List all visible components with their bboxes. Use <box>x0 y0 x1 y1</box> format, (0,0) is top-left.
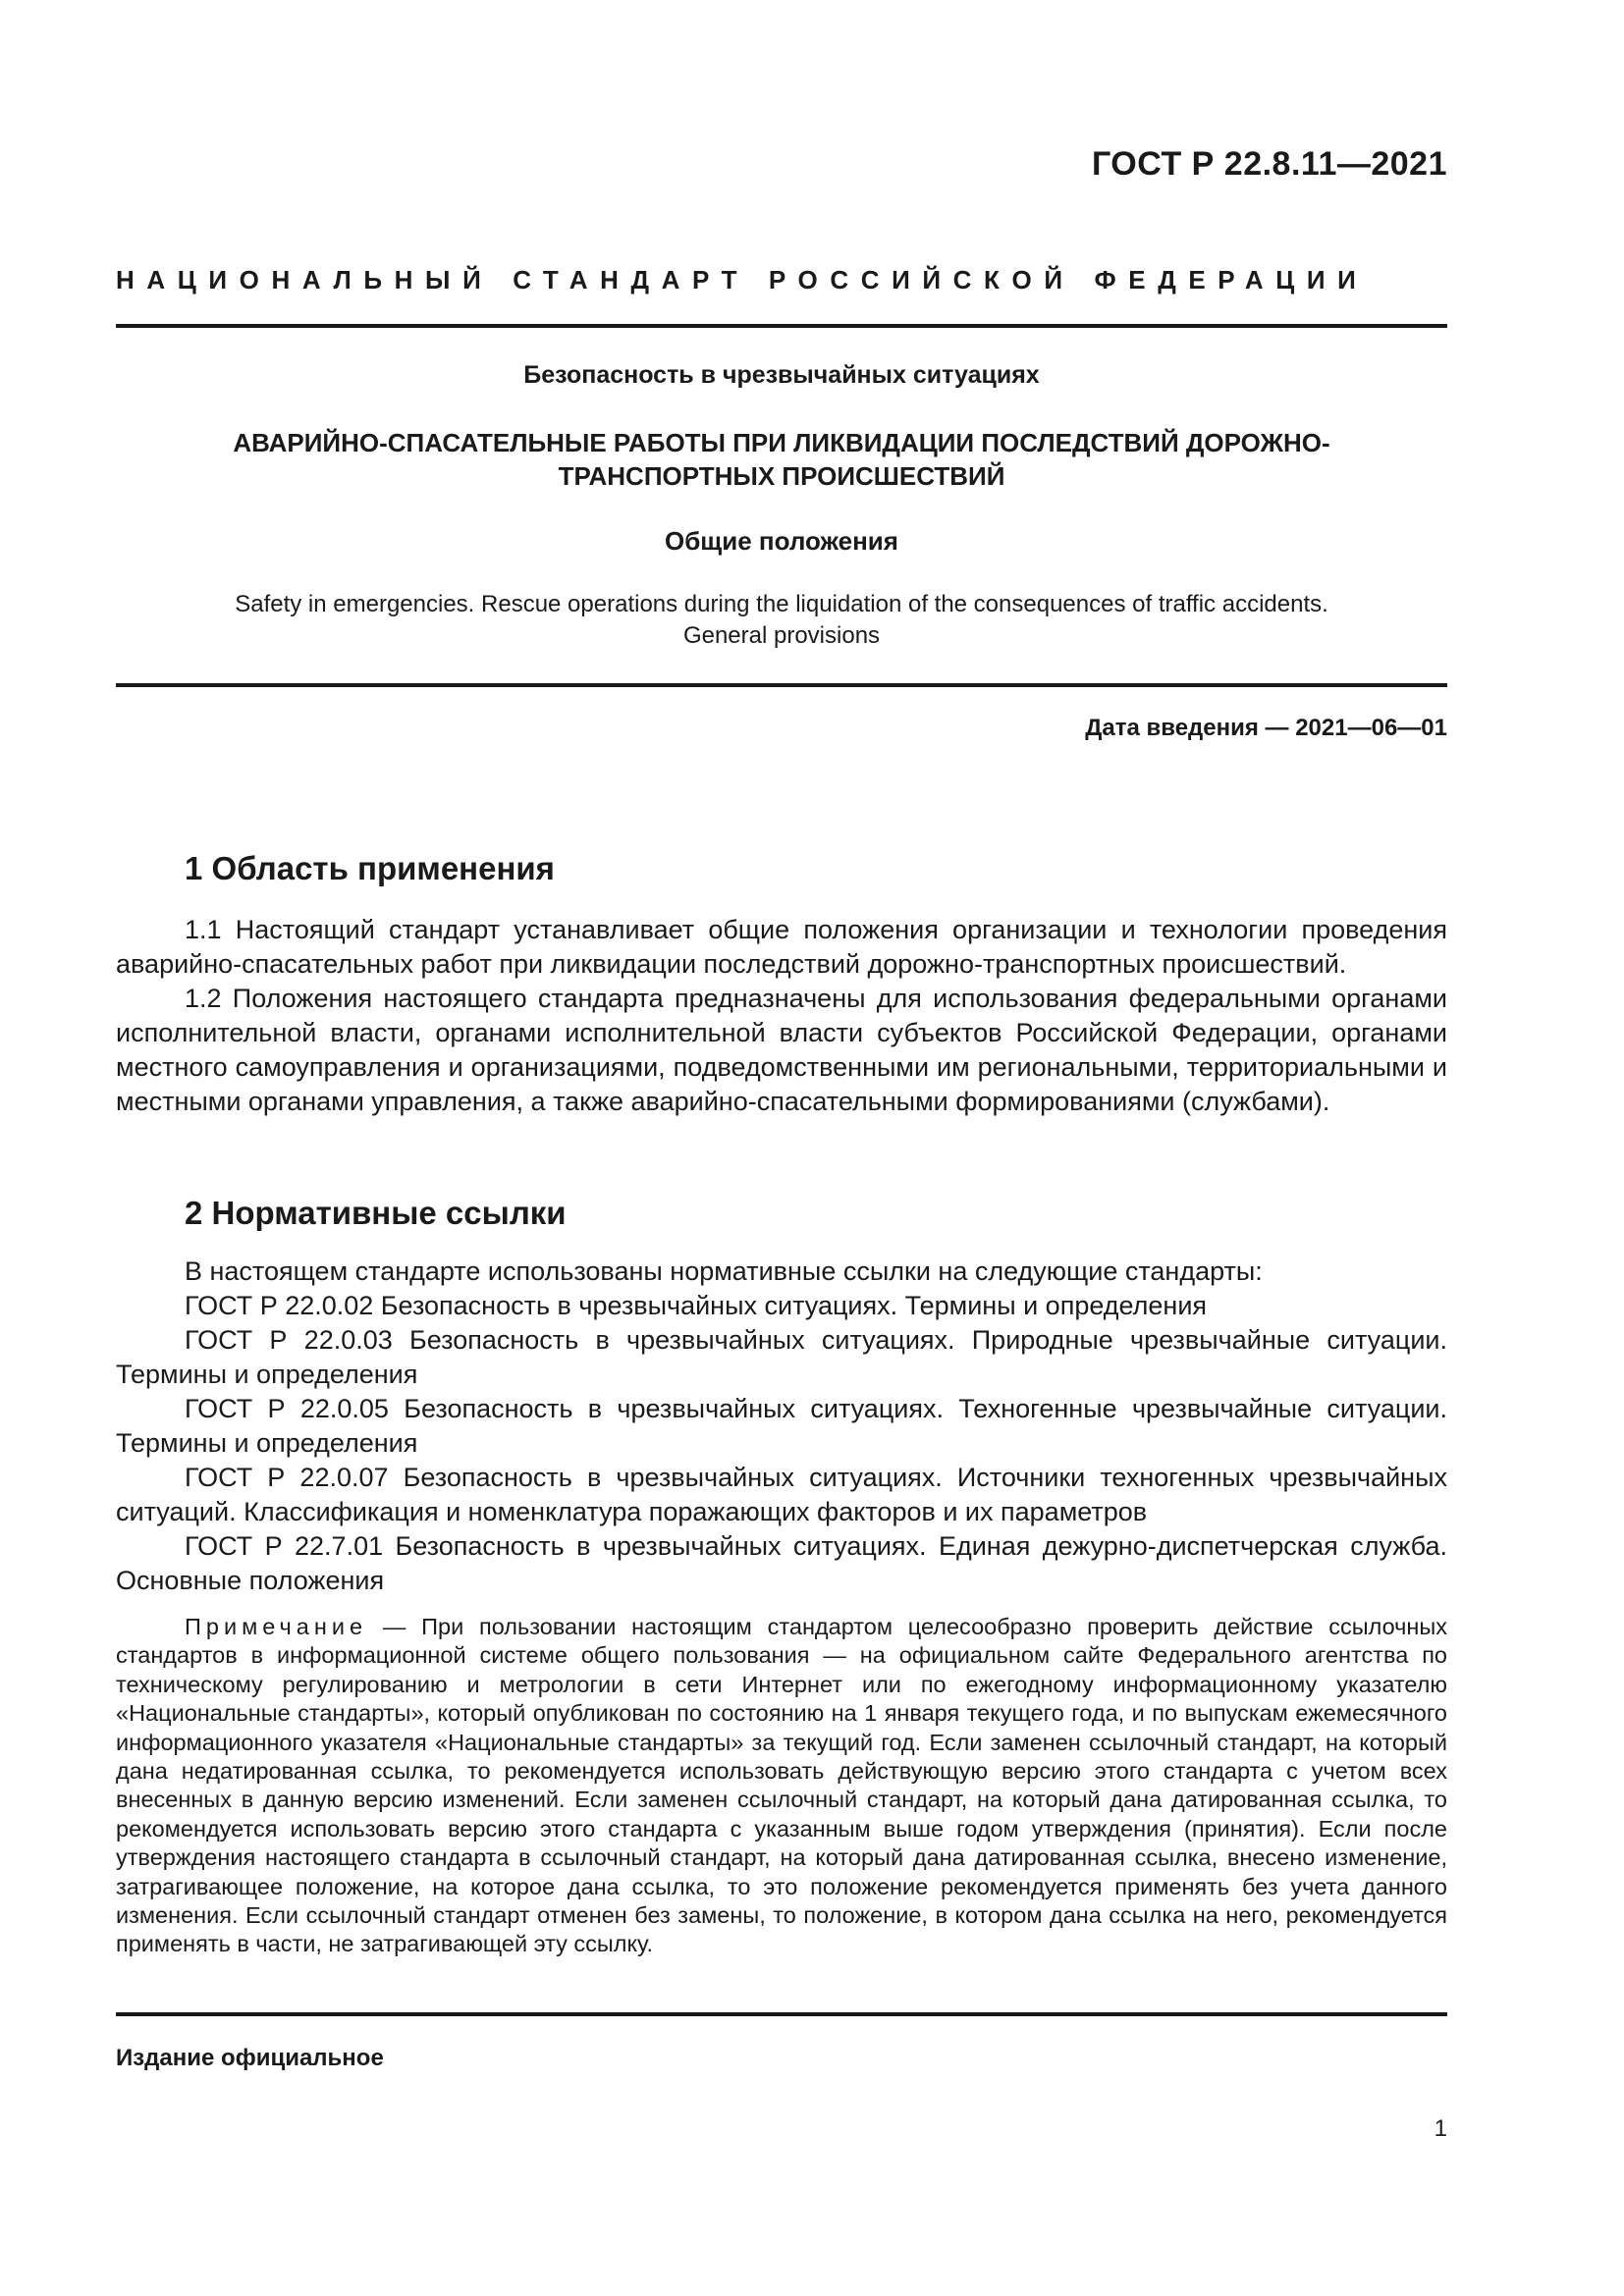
reference-item: ГОСТ Р 22.0.07 Безопасность в чрезвычайных ситуациях. Источники техногенных чрезвычайных ситуаций. Классификация и номенклатура поражающих факторов и их параметров <box>116 1463 1447 1526</box>
english-title-line-2: General provisions <box>682 622 881 649</box>
reference-item: ГОСТ Р 22.0.02 Безопасность в чрезвычайных ситуациях. Термины и определения <box>185 1291 1208 1320</box>
reference-item: ГОСТ Р 22.0.03 Безопасность в чрезвычайных ситуациях. Природные чрезвычайные ситуации. Термины и определения <box>116 1325 1447 1389</box>
title-line-1: АВАРИЙНО-СПАСАТЕЛЬНЫЕ РАБОТЫ ПРИ ЛИКВИДАЦИИ ПОСЛЕДСТВИЙ ДОРОЖНО- <box>233 428 1330 457</box>
english-title-line-1: Safety in emergencies. Rescue operations during the liquidation of the consequences of traffic accidents. <box>235 591 1328 617</box>
reference-item: ГОСТ Р 22.0.05 Безопасность в чрезвычайных ситуациях. Техногенные чрезвычайные ситуации. Термины и определения <box>116 1394 1447 1458</box>
note-label: Примечание <box>185 1614 368 1639</box>
note-text: — При пользовании настоящим стандартом целесообразно проверить действие ссылочных стандартов в информационной системе общего пользования — на официальном сайте Федерального агентства по техническому регулированию и метрологии в сети Интернет или по ежегодному информационному указателю «Национальные стандарты», который опубликован по состоянию на 1 января текущего года, и по выпускам ежемесячного информационного указателя «Национальные стандарты» за текущий год. Если заменен ссылочный стандарт, на который дана недатированная ссылка, то рекомендуется использовать действующую версию этого стандарта с учетом всех внесенных в данную версию изменений. Если заменен ссылочный стандарт, на который дана датированная ссылка, то рекомендуется использовать версию этого стандарта с указанным выше годом утверждения (принятия). Если после утверждения настоящего стандарта в ссылочный стандарт, на который дана датированная ссылка, внесено изменение, затрагивающее положение, на которое дана ссылка, то это положение рекомендуется применять без учета данного изменения. Если ссылочный стандарт отменен без замены, то положение, в котором дана ссылка на него, рекомендуется применять в части, не затрагивающей эту ссылку. <box>116 1614 1447 1957</box>
paragraph-1-1: 1.1 Настоящий стандарт устанавливает общие положения организации и технологии проведения аварийно-спасательных работ при ликвидации последствий дорожно-транспортных происшествий. <box>116 915 1447 979</box>
note-block <box>116 1613 1447 1959</box>
section-1-body <box>116 913 1447 1119</box>
paragraph-1-2: 1.2 Положения настоящего стандарта предназначены для использования федеральными органами исполнительной власти, органами исполнительной власти субъектов Российской Федерации, органами местного самоуправления и организациями, подведомственными им региональными, территориальными и местными органами управления, а также аварийно-спасательными формированиями (службами). <box>116 984 1447 1116</box>
document-subtitle: Общие положения <box>665 526 898 556</box>
introduction-date: Дата введения — 2021—06—01 <box>1085 715 1447 741</box>
official-edition-label: Издание официальное <box>116 2045 384 2071</box>
references-intro: В настоящем стандарте использованы нормативные ссылки на следующие стандарты: <box>185 1256 1263 1286</box>
title-line-2: ТРАНСПОРТНЫХ ПРОИСШЕСТВИЙ <box>558 461 1005 491</box>
top-rule <box>116 324 1447 328</box>
section-1-heading: 1 Область применения <box>185 850 555 886</box>
national-standard-banner: НАЦИОНАЛЬНЫЙ СТАНДАРТ РОССИЙСКОЙ ФЕДЕРАЦИИ <box>116 265 1369 294</box>
english-title <box>116 589 1447 652</box>
section-2-body <box>116 1255 1447 1598</box>
section-2-heading: 2 Нормативные ссылки <box>185 1195 567 1231</box>
series-title: Безопасность в чрезвычайных ситуациях <box>523 361 1040 389</box>
reference-item: ГОСТ Р 22.7.01 Безопасность в чрезвычайных ситуациях. Единая дежурно-диспетчерская служба. Основные положения <box>116 1531 1447 1595</box>
page-number: 1 <box>1434 2115 1447 2142</box>
document-title <box>116 426 1447 493</box>
footer-rule <box>116 2012 1447 2016</box>
gost-number: ГОСТ Р 22.8.11—2021 <box>1091 145 1447 183</box>
title-bottom-rule <box>116 683 1447 687</box>
